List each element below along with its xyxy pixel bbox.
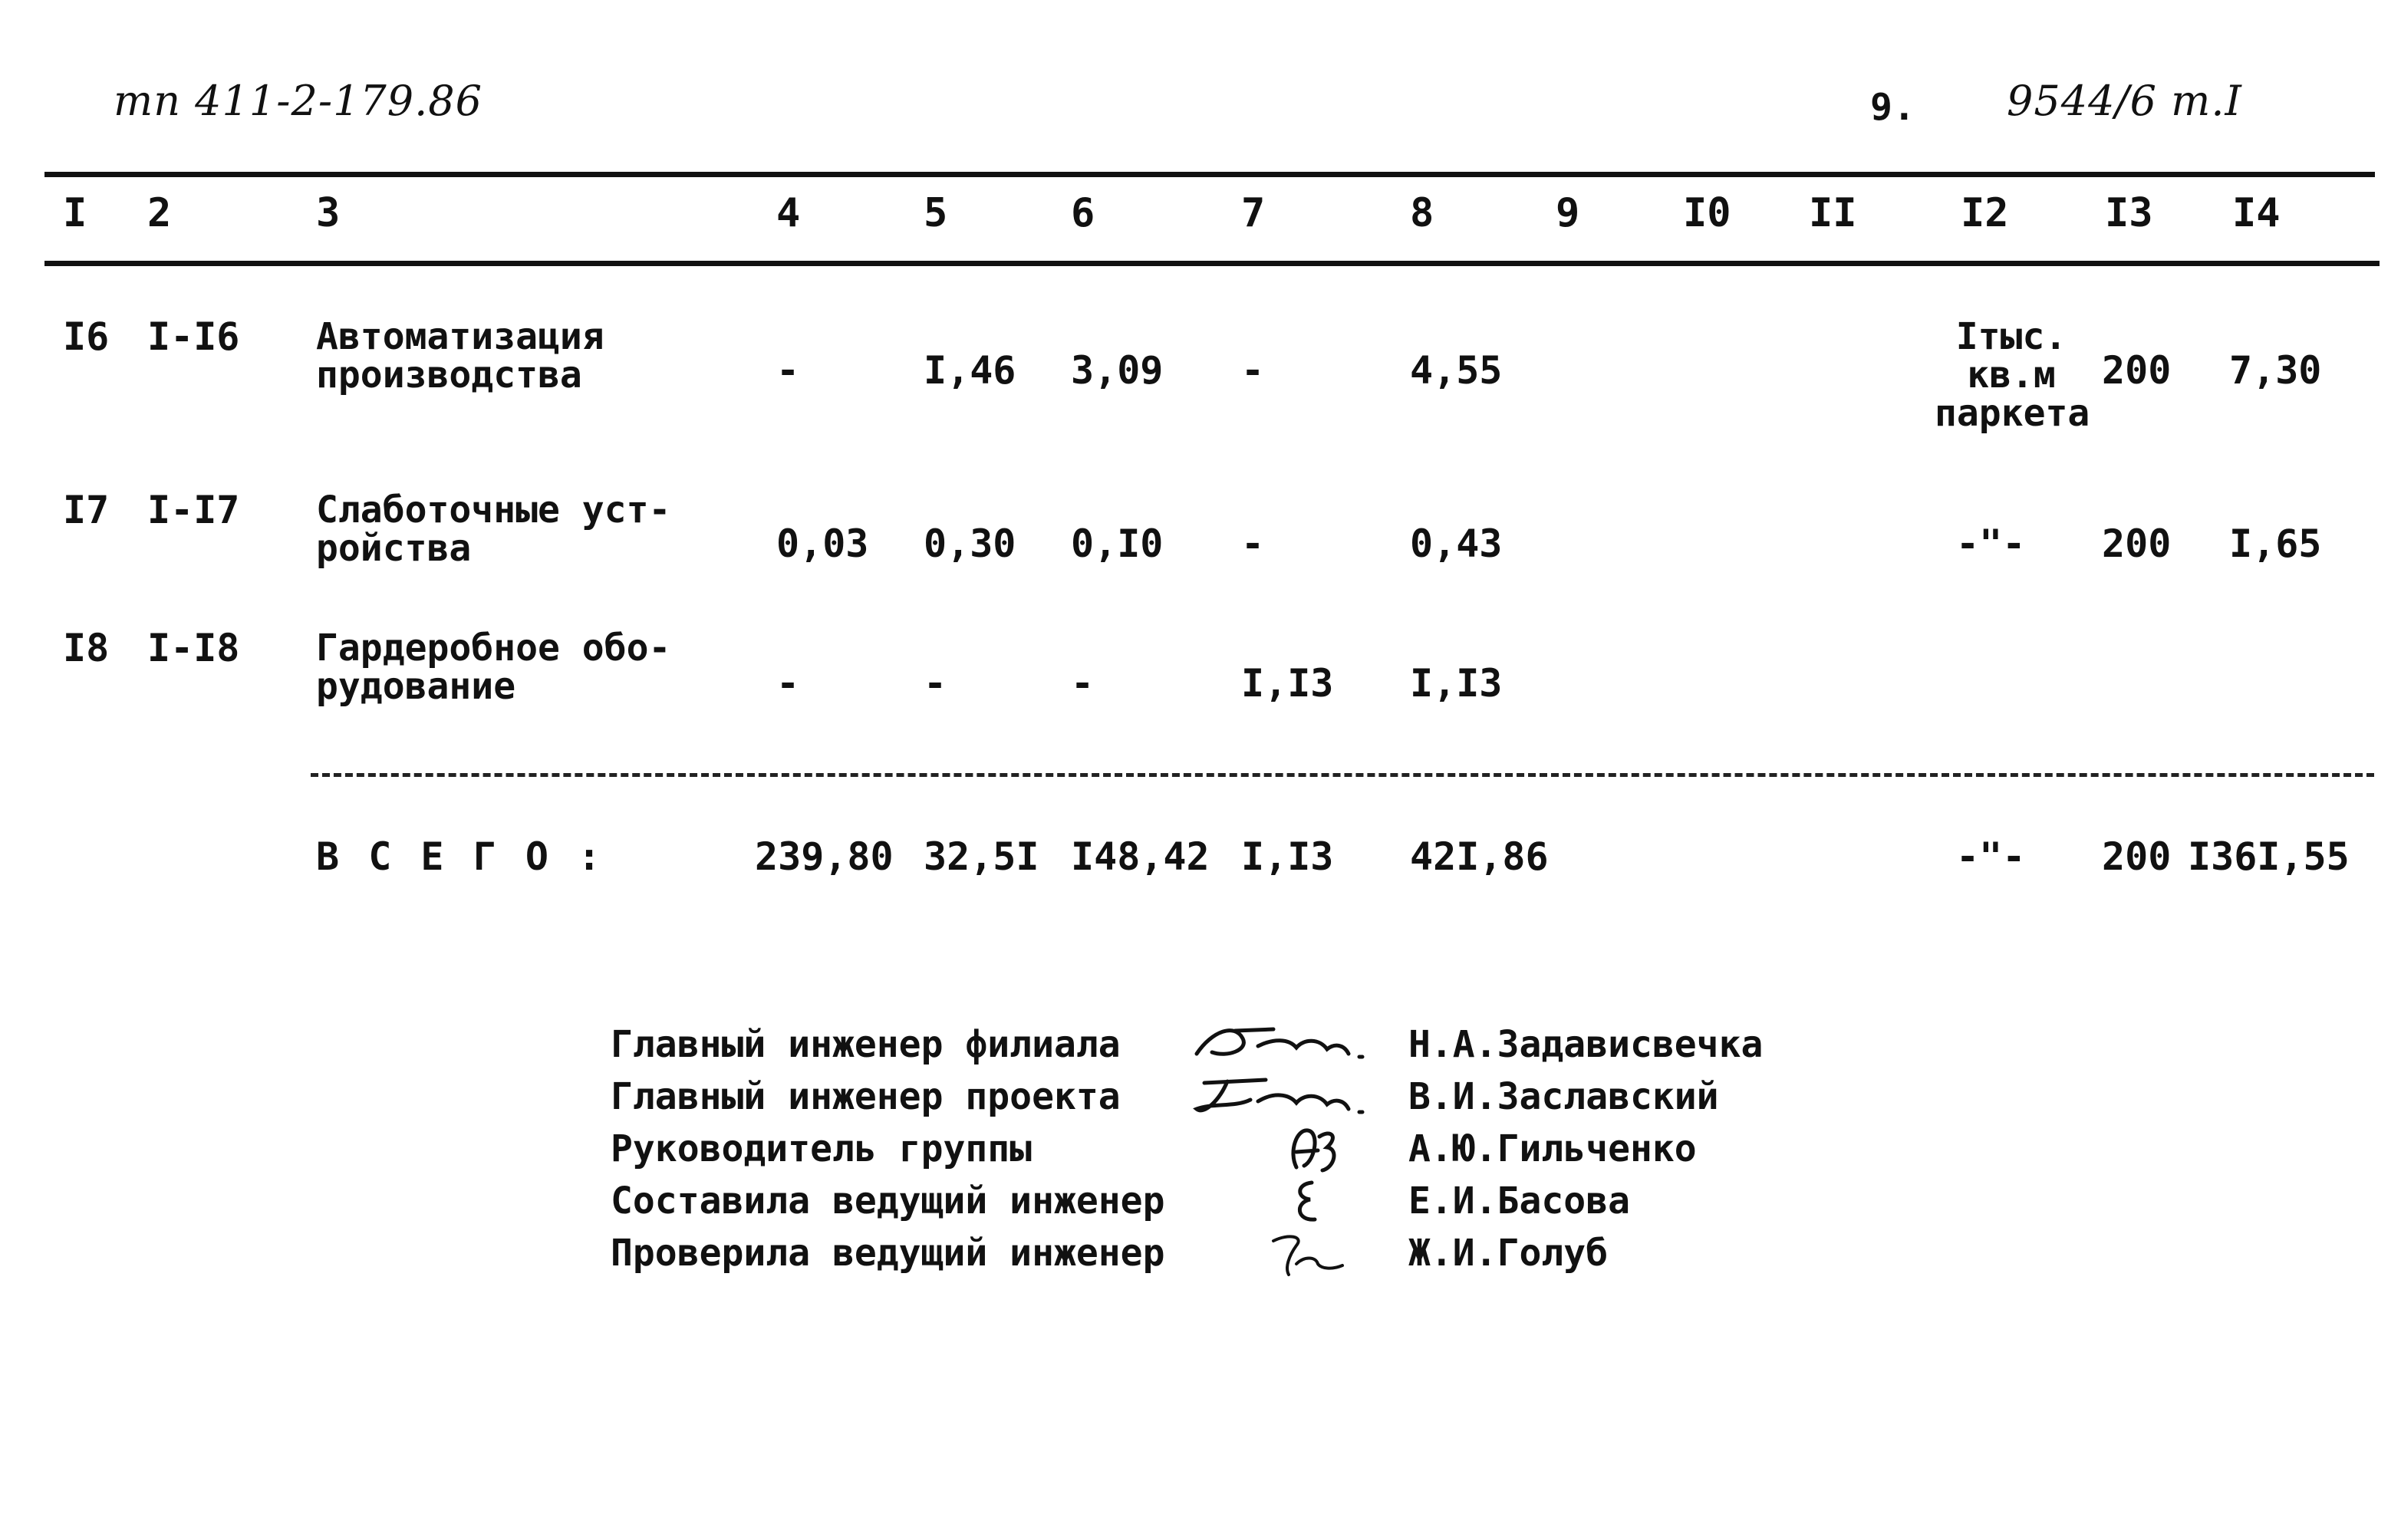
total-col7: I,I3 [1241, 834, 1334, 879]
cell-col7: - [1241, 522, 1265, 566]
row-number: I8 [63, 626, 110, 670]
cell-col8: 4,55 [1410, 348, 1503, 393]
total-col8: 42I,86 [1410, 834, 1549, 879]
archive-number: 9544/6 т.I [2007, 77, 2242, 125]
column-header-2: 2 [147, 190, 172, 236]
column-header-12: I2 [1961, 190, 2009, 236]
row-name [316, 491, 670, 568]
signatory-name: Ж.И.Голуб [1408, 1232, 1609, 1275]
row-name-line: ройства [316, 527, 472, 570]
cell-col6: - [1071, 661, 1095, 706]
cell-col7: - [1241, 348, 1265, 393]
unit-line: Iтыс. [1955, 315, 2067, 358]
cell-col8: I,I3 [1410, 661, 1503, 706]
cell-col14: I,65 [2229, 522, 2322, 566]
cell-col7: I,I3 [1241, 661, 1334, 706]
unit-line: паркета [1935, 392, 2090, 435]
cell-col6: 3,09 [1071, 348, 1164, 393]
cell-col5: - [924, 661, 947, 706]
document-code: тп 411-2-179.86 [114, 77, 483, 125]
signatory-title: Проверила ведущий инженер [611, 1232, 1165, 1275]
cell-col5: I,46 [924, 348, 1016, 393]
column-header-8: 8 [1410, 190, 1434, 236]
row-code: I-I7 [147, 488, 240, 532]
cell-col4: - [776, 661, 800, 706]
column-header-14: I4 [2232, 190, 2281, 236]
cell-col12-unit: -"- [1956, 522, 2026, 566]
row-name-line: Гардеробное обо- [316, 627, 671, 670]
row-name-line: Слаботочные уст- [316, 489, 671, 531]
row-name [316, 315, 604, 397]
column-header-13: I3 [2105, 190, 2153, 236]
row-code: I-I6 [147, 314, 240, 359]
column-header-7: 7 [1241, 190, 1266, 236]
total-col13: 200 [2102, 834, 2172, 879]
cell-col6: 0,I0 [1071, 522, 1164, 566]
cell-col8: 0,43 [1410, 522, 1503, 566]
row-name [316, 629, 670, 706]
signatory-name: А.Ю.Гильченко [1408, 1127, 1697, 1170]
top-rule [44, 172, 2375, 177]
handwritten-signature [1181, 1121, 1381, 1176]
cell-col4: - [776, 348, 800, 393]
row-number: I7 [63, 488, 110, 532]
cell-col12-unit [1935, 315, 2090, 435]
row-code: I-I8 [147, 626, 240, 670]
handwritten-signature [1181, 1226, 1381, 1281]
row-number: I6 [63, 314, 110, 359]
signatory-title: Руководитель группы [611, 1127, 1033, 1170]
column-header-10: I0 [1683, 190, 1731, 236]
column-header-5: 5 [924, 190, 948, 236]
column-header-4: 4 [776, 190, 801, 236]
signatory-title: Составила ведущий инженер [611, 1180, 1165, 1222]
signatory-name: Е.И.Басова [1408, 1180, 1630, 1222]
column-header-9: 9 [1556, 190, 1580, 236]
signatory-name: В.И.Заславский [1408, 1075, 1719, 1118]
cell-col13: 200 [2102, 348, 2172, 393]
column-header-1: I [63, 190, 87, 236]
total-col14: I36I,55 [2188, 834, 2350, 879]
total-col6: I48,42 [1071, 834, 1210, 879]
row-name-line: Автоматизация [316, 315, 604, 358]
signatory-name: Н.А.Задависвечка [1408, 1023, 1764, 1066]
row-name-line: рудование [316, 665, 516, 708]
cell-col13: 200 [2102, 522, 2172, 566]
signatory-title: Главный инженер филиала [611, 1023, 1121, 1066]
cell-col5: 0,30 [924, 522, 1016, 566]
column-header-11: II [1809, 190, 1857, 236]
total-col4: 239,80 [755, 834, 894, 879]
total-col5: 32,5I [924, 834, 1039, 879]
handwritten-signature [1181, 1069, 1381, 1124]
handwritten-signature [1181, 1173, 1381, 1229]
cell-col4: 0,03 [776, 522, 869, 566]
row-name-line: производства [316, 354, 582, 397]
total-col12-unit: -"- [1956, 834, 2026, 879]
column-header-6: 6 [1071, 190, 1095, 236]
total-separator [311, 773, 2374, 777]
signatory-title: Главный инженер проекта [611, 1075, 1121, 1118]
handwritten-signature [1181, 1015, 1381, 1071]
column-header-3: 3 [316, 190, 341, 236]
page-number: 9. [1870, 86, 1916, 129]
cell-col14: 7,30 [2229, 348, 2322, 393]
unit-line: кв.м [1967, 354, 2056, 397]
header-bottom-rule [44, 261, 2380, 266]
total-label: В С Е Г О : [316, 834, 604, 879]
